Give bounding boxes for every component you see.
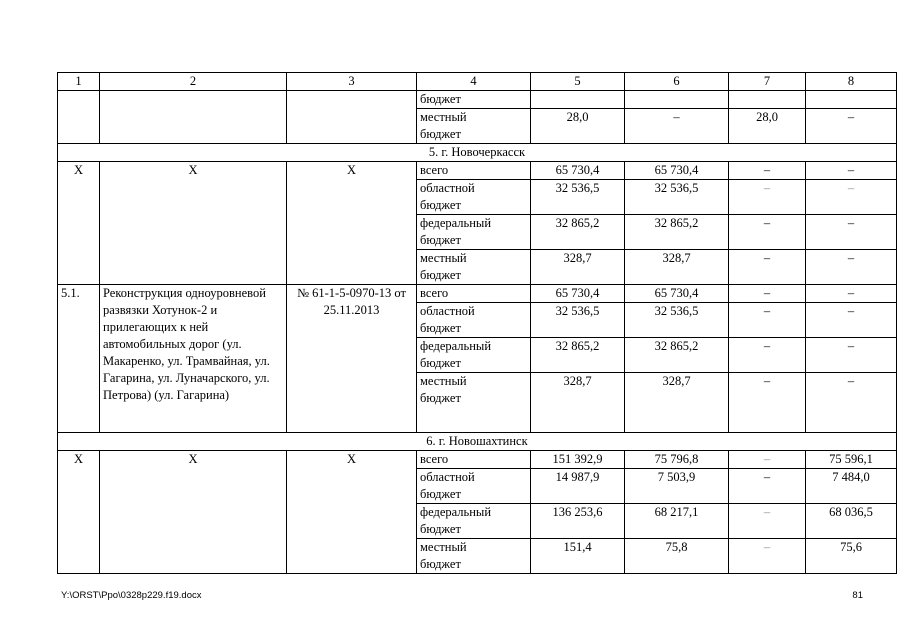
value-cell: 151 392,9 xyxy=(531,451,625,469)
value-cell xyxy=(531,91,625,109)
value-cell: – xyxy=(729,250,806,285)
value-cell: – xyxy=(729,539,806,574)
value-cell: 65 730,4 xyxy=(625,285,729,303)
value-cell: 75,8 xyxy=(625,539,729,574)
value-cell: 32 536,5 xyxy=(531,180,625,215)
value-cell: 328,7 xyxy=(625,250,729,285)
value-cell: 32 865,2 xyxy=(531,338,625,373)
value-cell: 65 730,4 xyxy=(531,285,625,303)
table-row xyxy=(58,285,897,303)
table-row xyxy=(58,162,897,180)
budget-type-cell: федеральный бюджет xyxy=(417,338,531,373)
document-number: № 61-1-5-0970-13 от 25.11.2013 xyxy=(287,285,417,433)
value-cell: 68 217,1 xyxy=(625,504,729,539)
value-cell: 32 865,2 xyxy=(625,338,729,373)
value-cell: – xyxy=(625,109,729,144)
header-cell: 2 xyxy=(100,73,287,91)
x-mark-cell: Х xyxy=(58,451,100,574)
value-cell: – xyxy=(806,109,897,144)
value-cell: 32 536,5 xyxy=(625,180,729,215)
value-cell: – xyxy=(729,504,806,539)
value-cell xyxy=(806,91,897,109)
header-row xyxy=(58,73,897,91)
item-number: 5.1. xyxy=(58,285,100,433)
value-cell: 328,7 xyxy=(625,373,729,433)
value-cell: – xyxy=(729,180,806,215)
section-title: 5. г. Новочеркасск xyxy=(58,144,897,162)
budget-type-cell: местный бюджет xyxy=(417,539,531,574)
budget-type-cell: местный бюджет xyxy=(417,109,531,144)
value-cell: 7 484,0 xyxy=(806,469,897,504)
value-cell: – xyxy=(806,373,897,433)
budget-type-cell: местный бюджет xyxy=(417,373,531,433)
value-cell: – xyxy=(729,451,806,469)
empty-cell xyxy=(58,91,100,144)
value-cell: 14 987,9 xyxy=(531,469,625,504)
x-mark-cell: Х xyxy=(100,451,287,574)
section-title: 6. г. Новошахтинск xyxy=(58,433,897,451)
value-cell: 28,0 xyxy=(729,109,806,144)
value-cell: 151,4 xyxy=(531,539,625,574)
budget-type-cell: всего xyxy=(417,285,531,303)
section-row xyxy=(58,144,897,162)
value-cell: – xyxy=(806,162,897,180)
header-cell: 5 xyxy=(531,73,625,91)
value-cell: 32 536,5 xyxy=(531,303,625,338)
value-cell: – xyxy=(806,215,897,250)
budget-type-cell: всего xyxy=(417,162,531,180)
value-cell: – xyxy=(806,285,897,303)
value-cell: – xyxy=(806,338,897,373)
value-cell: 75 596,1 xyxy=(806,451,897,469)
header-cell: 7 xyxy=(729,73,806,91)
value-cell: 32 865,2 xyxy=(625,215,729,250)
value-cell: 7 503,9 xyxy=(625,469,729,504)
budget-type-cell: бюджет xyxy=(417,91,531,109)
empty-cell xyxy=(287,91,417,144)
value-cell: 32 865,2 xyxy=(531,215,625,250)
value-cell: – xyxy=(729,303,806,338)
value-cell: 65 730,4 xyxy=(625,162,729,180)
page-number: 81 xyxy=(852,590,863,601)
budget-table xyxy=(57,72,897,574)
value-cell: 68 036,5 xyxy=(806,504,897,539)
section-row xyxy=(58,433,897,451)
header-cell: 6 xyxy=(625,73,729,91)
x-mark-cell: Х xyxy=(100,162,287,285)
header-cell: 4 xyxy=(417,73,531,91)
x-mark-cell: Х xyxy=(287,451,417,574)
value-cell: 328,7 xyxy=(531,373,625,433)
value-cell: 328,7 xyxy=(531,250,625,285)
value-cell: – xyxy=(729,285,806,303)
value-cell xyxy=(625,91,729,109)
value-cell: 75 796,8 xyxy=(625,451,729,469)
table-row xyxy=(58,91,897,109)
value-cell: 75,6 xyxy=(806,539,897,574)
budget-type-cell: областной бюджет xyxy=(417,303,531,338)
empty-cell xyxy=(100,91,287,144)
project-name: Реконструкция одноуровневой развязки Хотунок-2 и прилегающих к ней автомобильных дорог (ул. Макаренко, ул. Трамвайная, ул. Гагарина, ул. Луначарского, ул. Петрова) (ул. Гагарина) xyxy=(100,285,287,433)
budget-type-cell: областной бюджет xyxy=(417,180,531,215)
value-cell: – xyxy=(806,250,897,285)
budget-type-cell: местный бюджет xyxy=(417,250,531,285)
x-mark-cell: Х xyxy=(287,162,417,285)
value-cell: – xyxy=(729,469,806,504)
value-cell: – xyxy=(729,215,806,250)
budget-type-cell: областной бюджет xyxy=(417,469,531,504)
value-cell: 65 730,4 xyxy=(531,162,625,180)
table-row xyxy=(58,451,897,469)
value-cell: 28,0 xyxy=(531,109,625,144)
header-cell: 3 xyxy=(287,73,417,91)
value-cell: – xyxy=(729,162,806,180)
header-cell: 1 xyxy=(58,73,100,91)
value-cell: – xyxy=(729,338,806,373)
value-cell xyxy=(729,91,806,109)
value-cell: – xyxy=(806,180,897,215)
budget-type-cell: федеральный бюджет xyxy=(417,215,531,250)
budget-type-cell: федеральный бюджет xyxy=(417,504,531,539)
value-cell: 32 536,5 xyxy=(625,303,729,338)
x-mark-cell: Х xyxy=(58,162,100,285)
value-cell: 136 253,6 xyxy=(531,504,625,539)
value-cell: – xyxy=(729,373,806,433)
file-path: Y:\ORST\Ppo\0328p229.f19.docx xyxy=(61,590,202,601)
value-cell: – xyxy=(806,303,897,338)
budget-type-cell: всего xyxy=(417,451,531,469)
header-cell: 8 xyxy=(806,73,897,91)
